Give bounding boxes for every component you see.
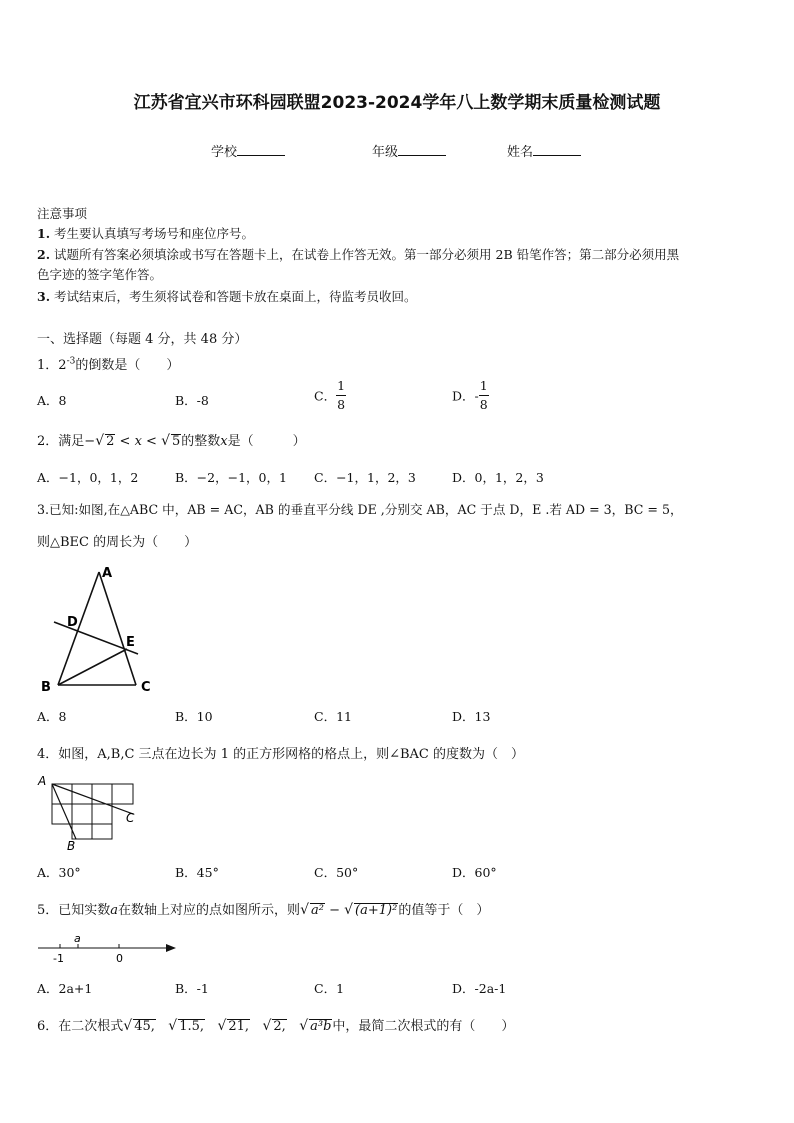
- q1-option-d[interactable]: [452, 380, 489, 411]
- q4-grid-figure: [34, 772, 144, 852]
- q3-option-c[interactable]: C．11: [314, 709, 352, 724]
- radical-sign: √: [161, 433, 170, 449]
- question-2: [37, 430, 306, 449]
- note-1-text: 考生要认真填写考场号和座位序号。: [54, 226, 255, 241]
- q5-minus: −: [324, 903, 345, 918]
- q2-option-c[interactable]: C．−1，1，2，3: [314, 470, 416, 485]
- q2-x-2: x: [220, 434, 228, 449]
- q1-base: 2: [58, 358, 67, 373]
- note-3-number: 3.: [37, 289, 51, 304]
- q5-number-line: [36, 930, 181, 966]
- notes-heading: 注意事项: [37, 206, 88, 221]
- note-2-text-a: 试题所有答案必须填涂或书写在答题卡上，在试卷上作答无效。第一部分必须用 2B 铅笔作答；第二部分必须用黑: [54, 247, 680, 262]
- note-2: [37, 245, 679, 263]
- label-e: E: [126, 635, 135, 650]
- q3-option-a[interactable]: A．8: [37, 709, 67, 724]
- q3-line-1: 3.已知:如图,在△ABC 中，AB = AC，AB 的垂直平分线 DE ,分别交 AB，AC 于点 D，E .若 AD = 3，BC = 5，: [37, 502, 683, 517]
- school-label: 学校: [211, 145, 238, 160]
- radical-sign: √: [123, 1018, 133, 1034]
- segment-ac: [99, 572, 136, 685]
- label-b: B: [67, 839, 76, 852]
- q3-option-d[interactable]: D．13: [452, 709, 491, 724]
- q2-option-b[interactable]: B．−2，−1，0，1: [175, 470, 287, 485]
- q4-line: 4．如图，A,B,C 三点在边长为 1 的正方形网格的格点上，则∠BAC 的度数为（ ）: [37, 747, 525, 762]
- q1-option-c-numerator: 1: [336, 380, 346, 396]
- q5-mid: 在数轴上对应的点如图所示，则: [118, 903, 301, 918]
- q2-radicand-1: 2: [106, 434, 115, 449]
- grade-label: 年级: [372, 145, 399, 160]
- label-c: C: [141, 680, 151, 695]
- label-d: D: [67, 615, 78, 630]
- q6-radicand-4: 2,: [273, 1019, 286, 1034]
- axis-label-zero: 0: [116, 952, 123, 965]
- q5-option-a[interactable]: A．2a+1: [37, 981, 93, 996]
- q2-radicand-2: 5: [172, 434, 181, 449]
- q2-lt-1: <: [115, 434, 135, 449]
- radical-sign: √: [262, 1018, 272, 1034]
- q5-option-b[interactable]: B．-1: [175, 981, 209, 996]
- axis-arrow-icon: [166, 944, 176, 952]
- grade-blank: [398, 143, 446, 156]
- q2-option-a[interactable]: A．−1，0，1，2: [37, 470, 139, 485]
- label-a: A: [38, 774, 47, 788]
- q3-line-2: 则△BEC 的周长为（ ）: [37, 535, 198, 550]
- exam-title: 江苏省宜兴市环科园联盟2023-2024学年八上数学期末质量检测试题: [133, 93, 661, 113]
- note-2-number: 2.: [37, 247, 51, 262]
- radical-sign: √: [299, 1018, 309, 1034]
- label-a: A: [102, 566, 113, 581]
- q2-mid: 的整数: [181, 434, 221, 449]
- q3-triangle-figure: [36, 560, 166, 695]
- q1-option-a[interactable]: A．8: [37, 393, 67, 408]
- q2-x: x: [134, 434, 142, 449]
- note-1: [37, 224, 254, 242]
- grade-field: [372, 141, 446, 160]
- radical-sign: √: [217, 1018, 227, 1034]
- grid-row-2: [52, 804, 112, 824]
- q2-option-d[interactable]: D．0，1，2，3: [452, 470, 544, 485]
- q4-option-a[interactable]: A．30°: [37, 865, 81, 880]
- q1-option-c-fraction: [336, 380, 346, 411]
- q6-radicand-1: 45,: [134, 1019, 155, 1034]
- q6-radicand-5: a³b: [310, 1019, 332, 1034]
- q5-option-d[interactable]: D．-2a-1: [452, 981, 507, 996]
- q5-a: a: [110, 903, 119, 918]
- q5-option-c[interactable]: C．1: [314, 981, 345, 996]
- q2-lt-2: <: [141, 434, 162, 449]
- q1-option-d-fraction: [479, 380, 489, 411]
- q5-radicand-1: a²: [310, 903, 324, 918]
- school-blank: [237, 143, 285, 156]
- note-1-number: 1.: [37, 226, 51, 241]
- q2-minus: −: [84, 434, 96, 449]
- label-b: B: [41, 680, 51, 695]
- radical-sign: √: [95, 433, 105, 449]
- name-blank: [533, 143, 581, 156]
- q5-radicand-2: (a+1)²: [355, 903, 398, 918]
- q1-option-d-label: D．-: [452, 388, 479, 404]
- q1-option-c[interactable]: [314, 380, 346, 411]
- name-field: [507, 141, 581, 160]
- q5-tail: 的值等于（ ）: [398, 903, 490, 918]
- q5-lead: 5．已知实数: [37, 903, 111, 918]
- q6-radicand-2: 1.5,: [179, 1019, 205, 1034]
- note-2-text-b: 色字迹的签字笔作答。: [37, 267, 163, 282]
- q1-option-c-label: C．: [314, 388, 337, 404]
- question-1: [37, 354, 179, 373]
- axis-label-a: a: [74, 932, 81, 945]
- q1-text: 的倒数是（ ）: [75, 358, 180, 373]
- note-3-text: 考试结束后，考生须将试卷和答题卡放在桌面上，待监考员收回。: [54, 289, 417, 304]
- school-field: [211, 141, 285, 160]
- q4-option-b[interactable]: B．45°: [175, 865, 219, 880]
- radical-sign: √: [168, 1018, 178, 1034]
- note-3: [37, 287, 417, 305]
- q6-radicand-3: 21,: [228, 1019, 250, 1034]
- q4-option-c[interactable]: C．50°: [314, 865, 359, 880]
- q4-option-d[interactable]: D．60°: [452, 865, 497, 880]
- q3-option-b[interactable]: B．10: [175, 709, 213, 724]
- q1-option-b[interactable]: B．-8: [175, 393, 209, 408]
- q6-lead: 6．在二次根式: [37, 1019, 124, 1034]
- q1-option-d-denominator: 8: [479, 396, 488, 412]
- q1-number: 1．: [37, 358, 59, 373]
- q2-lead: 2．满足: [37, 434, 85, 449]
- label-c: C: [126, 811, 135, 825]
- axis-label-minus-one: -1: [53, 952, 64, 965]
- question-5: [37, 899, 489, 918]
- q2-text: 是（ ）: [227, 434, 306, 449]
- q1-option-c-denominator: 8: [337, 396, 346, 412]
- name-label: 姓名: [507, 145, 534, 160]
- q1-exponent: -3: [66, 356, 76, 367]
- segment-ab: [58, 572, 99, 685]
- radical-sign: √: [300, 902, 309, 918]
- section-heading: 一、选择题（每题 4 分，共 48 分）: [37, 332, 248, 347]
- q6-tail: 中，最简二次根式的有（ ）: [332, 1019, 515, 1034]
- q1-option-d-numerator: 1: [479, 380, 489, 396]
- radical-sign: √: [344, 902, 354, 918]
- question-6: [37, 1015, 514, 1034]
